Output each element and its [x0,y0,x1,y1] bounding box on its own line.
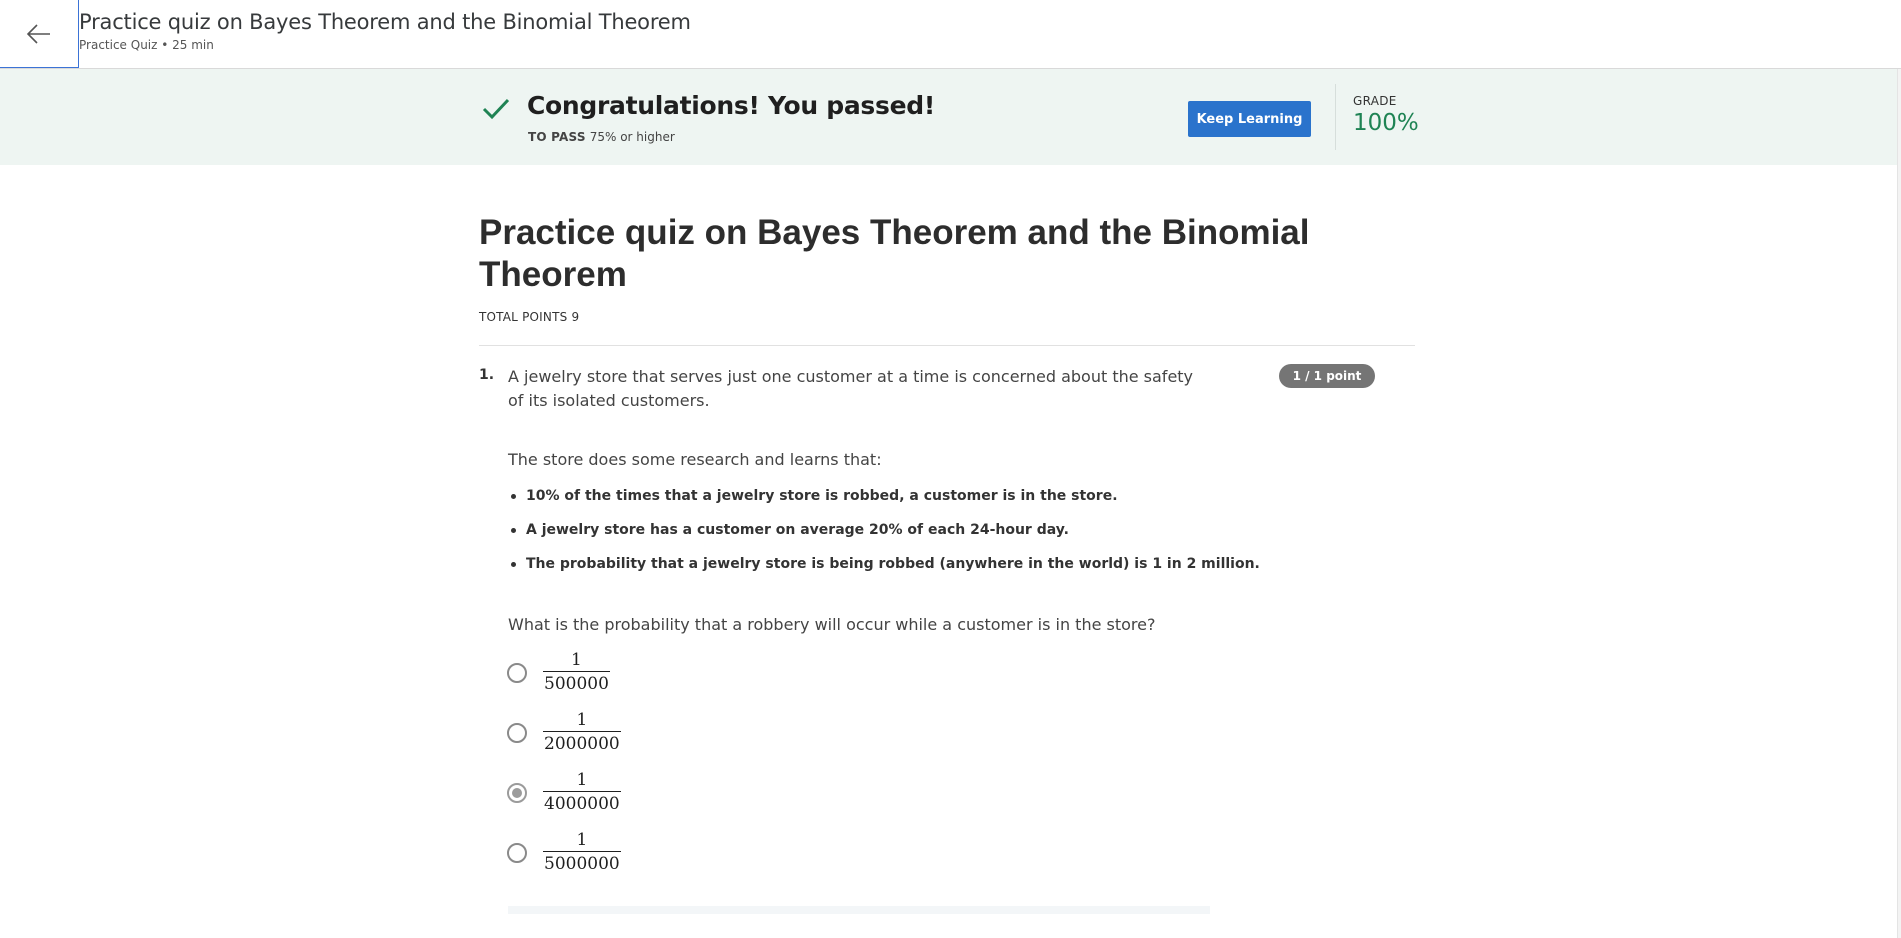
radio-button-selected[interactable] [507,783,527,803]
question-intro: The store does some research and learns that: [508,450,882,469]
scrollbar[interactable] [1897,69,1901,938]
fraction-denominator: 2000000 [544,734,620,754]
points-badge: 1 / 1 point [1279,364,1375,388]
answer-option-4[interactable] [507,832,707,882]
to-pass-info [528,130,675,144]
radio-button[interactable] [507,723,527,743]
fraction-numerator: 1 [571,650,582,670]
keep-learning-button[interactable]: Keep Learning [1188,101,1311,137]
page-title: Practice quiz on Bayes Theorem and the Binomial Theorem [479,213,1310,294]
fraction [543,709,621,756]
grade-divider [1335,84,1336,150]
radio-button[interactable] [507,843,527,863]
grade-value: 100% [1353,110,1419,136]
feedback-strip [508,906,1210,914]
fraction-numerator: 1 [576,830,588,850]
grade-label: GRADE [1353,94,1397,108]
checkmark-icon [481,94,511,124]
fraction [543,769,621,816]
answer-option-2[interactable] [507,712,707,762]
fraction-denominator: 4000000 [544,794,620,814]
fraction-denominator: 500000 [544,674,609,694]
to-pass-value: 75% or higher [589,130,675,144]
fraction-numerator: 1 [576,710,588,730]
fraction [543,649,610,696]
question-text: A jewelry store that serves just one customer at a time is concerned about the safety of its isolated customers. [508,367,1194,410]
pass-message: Congratulations! You passed! [527,91,935,120]
divider [479,345,1415,346]
question-number: 1. [479,367,495,383]
total-points: TOTAL POINTS 9 [479,310,580,324]
list-item: 10% of the times that a jewelry store is robbed, a customer is in the store. [508,486,1260,520]
to-pass-label: TO PASS [528,130,586,144]
top-header [0,0,1901,69]
header-title: Practice quiz on Bayes Theorem and the Binomial Theorem [79,10,691,34]
question-prompt: What is the probability that a robbery will occur while a customer is in the store? [508,615,1156,634]
header-subtitle: Practice Quiz • 25 min [79,38,214,52]
arrow-left-icon [24,19,54,49]
answer-option-1[interactable] [507,652,707,702]
list-item: A jewelry store has a customer on average 20% of each 24-hour day. [508,520,1260,554]
fraction [543,829,621,876]
result-banner [0,69,1897,165]
radio-button[interactable] [507,663,527,683]
facts-list [508,486,1260,588]
list-item: The probability that a jewelry store is being robbed (anywhere in the world) is 1 in 2 million. [508,554,1260,588]
fraction-denominator: 5000000 [544,854,620,874]
back-button[interactable] [0,0,79,68]
fraction-numerator: 1 [576,770,588,790]
answer-option-3[interactable] [507,772,707,822]
